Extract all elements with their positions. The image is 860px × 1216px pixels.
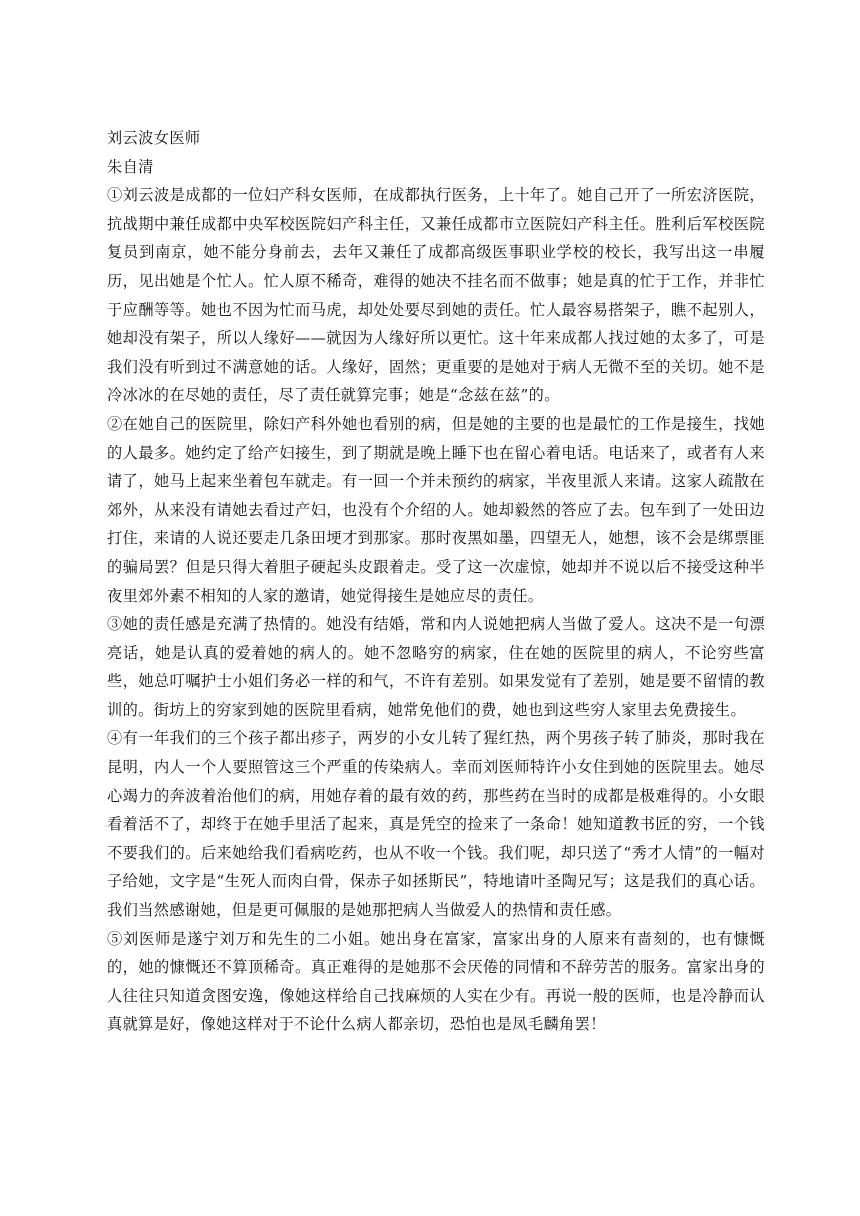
article-author: 朱自清 xyxy=(107,157,154,176)
paragraph-1: ①刘云波是成都的一位妇产科女医师，在成都执行医务，上十年了。她自己开了一所宏济医院，抗战期中兼任成都中央军校医院妇产科主任，又兼任成都市立医院妇产科主任。胜利后军校医院复员到南京，她不能分身前去，去年又兼任了成都高级医事职业学校的校长，我写出这一串履历，见出她是个忙人。忙人原不稀奇，难得的她决不挂名而不做事；她是真的忙于工作，并非忙于应酬等等。她也不因为忙而马虎，却处处要尽到她的责任。忙人最容易搭架子，瞧不起别人，她却没有架子，所以人缘好——就因为人缘好所以更忙。这十年来成都人找过她的太多了，可是我们没有听到过不满意她的话。人缘好，固然；更重要的是她对于病人无微不至的关切。她不是冷冰冰的在尽她的责任，尽了责任就算完事；她是“念兹在兹”的。 xyxy=(107,186,765,405)
paragraph-2: ②在她自己的医院里，除妇产科外她也看别的病，但是她的主要的也是最忙的工作是接生，找她的人最多。她约定了给产妇接生，到了期就是晚上睡下也在留心着电话。电话来了，或者有人来请了，她马上起来坐着包车就走。有一回一个并未预约的病家，半夜里派人来请。这家人疏散在郊外，从来没有请她去看过产妇，也没有个介绍的人。她却毅然的答应了去。包车到了一处田边打住，来请的人说还要走几条田埂才到那家。那时夜黑如墨，四望无人，她想，该不会是绑票匪的骗局罢？但是只得大着胆子硬起头皮跟着走。受了这一次虚惊，她却并不说以后不接受这种半夜里郊外素不相知的人家的邀请，她觉得接生是她应尽的责任。 xyxy=(107,414,765,605)
paragraph-5: ⑤刘医师是遂宁刘万和先生的二小姐。她出身在富家，富家出身的人原来有啬刻的，也有慷慨的，她的慷慨还不算顶稀奇。真正难得的是她那不会厌倦的同情和不辞劳苦的服务。富家出身的人往往只知道贪图安逸，像她这样给自己找麻烦的人实在少有。再说一般的医师，也是冷静而认真就算是好，像她这样对于不论什么病人都亲切，恐怕也是凤毛麟角罢！ xyxy=(107,929,765,1034)
article-title: 刘云波女医师 xyxy=(107,129,201,147)
paragraph-4: ④有一年我们的三个孩子都出疹子，两岁的小女儿转了猩红热，两个男孩子转了肺炎，那时我在昆明，内人一个人要照管这三个严重的传染病人。幸而刘医师特许小女住到她的医院里去。她尽心竭力的奔波着治他们的病，用她存着的最有效的药，那些药在当时的成都是极难得的。小女眼看着活不了，却终于在她手里活了起来，真是凭空的捡来了一条命！她知道教书匠的穷，一个钱不要我们的。后来她给我们看病吃药，也从不收一个钱。我们呢，却只送了“秀才人情”的一幅对子给她，文字是“生死人而肉白骨，保赤子如拯斯民”，特地请叶圣陶兄写；这是我们的真心话。我们当然感谢她，但是更可佩服的是她那把病人当做爱人的热情和责任感。 xyxy=(107,729,765,920)
article xyxy=(107,124,765,1039)
paragraph-3: ③她的责任感是充满了热情的。她没有结婚，常和内人说她把病人当做了爱人。这决不是一句漂亮话，她是认真的爱着她的病人的。她不忽略穷的病家，住在她的医院里的病人，不论穷些富些，她总叮嘱护士小姐们务必一样的和气，不许有差别。如果发觉有了差别，她是要不留情的教训的。街坊上的穷家到她的医院里看病，她常免他们的费，她也到这些穷人家里去免费接生。 xyxy=(107,615,765,719)
